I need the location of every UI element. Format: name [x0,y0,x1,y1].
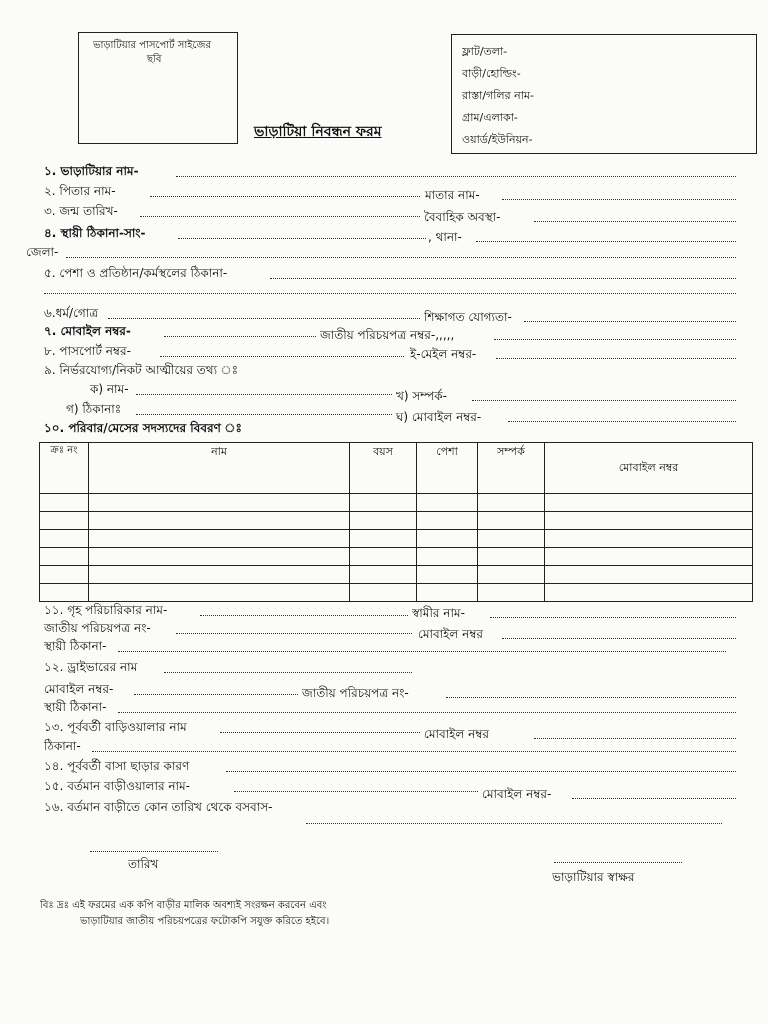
date-label: তারিখ [128,857,159,871]
field-relative-mobile: ঘ) মোবাইল নম্বর- [396,410,482,424]
table-row[interactable] [40,530,753,548]
field-father-name-line[interactable] [150,196,420,197]
field-prev-address-line[interactable] [92,751,736,752]
field-mobile-line[interactable] [164,336,316,337]
field-maid-mobile-line[interactable] [502,638,736,639]
field-driver-nid-line[interactable] [446,697,736,698]
field-nid: জাতীয় পরিচয়পত্র নম্বর-,,,,, [320,328,455,342]
field-driver-mobile: মোবাইল নম্বর- [44,682,114,696]
field-maid-mobile: মোবাইল নম্বর [418,627,484,641]
field-prev-landlord-mobile: মোবাইল নম্বর [424,727,490,741]
photo-box-label-2: ছবি [147,54,162,65]
photo-box-label: ভাড়াটিয়ার পাসপোর্ট সাইজের [93,40,211,51]
field-maid-nid-line[interactable] [176,633,412,634]
field-occupation-line[interactable] [270,278,736,279]
field-tenant-name: ১. ভাড়াটিয়ার নাম- [44,164,139,178]
signature-line[interactable] [554,862,682,863]
field-father-name: ২. পিতার নাম- [44,184,116,198]
col-relation: সম্পর্ক [478,443,545,494]
field-driver-name: ১২. ড্রাইভারের নাম [44,660,138,674]
field-passport-line[interactable] [160,356,404,357]
note-line-1: বিঃ দ্রঃ এই ফরমের এক কপি বাড়ীর মালিক অবশ্যই সংরক্ষন করবেন এবং [40,900,327,911]
col-serial: ক্রঃ নং [40,443,89,494]
field-email-line[interactable] [496,358,736,359]
field-mother-name-line[interactable] [502,199,736,200]
field-relative-name: ক) নাম- [90,382,129,396]
field-education: শিক্ষাগত যোগ্যতা- [424,310,512,324]
field-prev-landlord-mobile-line[interactable] [534,738,736,739]
field-maid-nid: জাতীয় পরিচয়পত্র নং- [44,621,151,635]
field-thana: , থানা- [428,230,462,244]
field-relative-address: গ) ঠিকানাঃ [66,402,122,416]
field-current-landlord-mobile-line[interactable] [572,798,736,799]
field-family-members: ১০. পরিবার/মেসের সদস্যদের বিবরণ ঃ [44,421,242,435]
field-current-landlord-line[interactable] [234,791,478,792]
note-line-2: ভাড়াটিয়ার জাতীয় পরিচয়পত্রের ফটোকপি সযুক্ত করিতে হইবে। [80,916,330,927]
field-maid-name: ১১. গৃহ পরিচারিকার নাম- [44,603,168,617]
field-mobile: ৭. মোবাইল নম্বর- [44,324,131,338]
field-residence-since: ১৬. বর্তমান বাড়ীতে কোন তারিখ থেকে বসবাস- [44,800,273,814]
field-tenant-name-line[interactable] [176,176,736,177]
address-holding: বাড়ী/হোল্ডিং- [462,67,521,80]
field-prev-landlord: ১৩. পূর্ববর্তী বাড়িওয়ালার নাম [44,720,187,734]
field-leaving-reason: ১৪. পূর্ববর্তী বাসা ছাড়ার কারণ [44,759,190,773]
field-mother-name: মাতার নাম- [425,188,480,202]
field-driver-address: স্থায়ী ঠিকানা- [44,700,107,714]
field-driver-nid: জাতীয় পরিচয়পত্র নং- [302,686,409,700]
photo-box [78,32,238,144]
address-ward: ওয়ার্ড/ইউনিয়ন- [462,133,533,146]
field-maid-address-line[interactable] [118,651,726,652]
table-row[interactable] [40,584,753,602]
address-road: রাস্তা/গলির নাম- [462,89,534,102]
field-permanent-address: ৪. স্থায়ী ঠিকানা-সাং- [44,226,146,240]
field-relative-relation-line[interactable] [472,400,736,401]
field-maid-name-line[interactable] [200,615,408,616]
field-marital-status-line[interactable] [534,221,736,222]
field-district: জেলা- [26,245,59,259]
field-driver-address-line[interactable] [118,712,736,713]
form-title: ভাড়াটিয়া নিবন্ধন ফরম [254,124,382,140]
field-relative-relation: খ) সম্পর্ক- [396,389,447,403]
address-village: গ্রাম/এলাকা- [462,111,518,124]
field-thana-line[interactable] [476,241,736,242]
members-table [39,442,753,602]
col-name: নাম [89,443,350,494]
field-prev-landlord-line[interactable] [220,732,420,733]
members-table-header [40,443,753,494]
field-district-line[interactable] [66,257,736,258]
table-row[interactable] [40,548,753,566]
table-row[interactable] [40,566,753,584]
field-residence-since-line[interactable] [306,823,722,824]
col-occupation: পেশা [417,443,478,494]
field-relative-info: ৯. নির্ভরযোগ্য/নিকট আত্মীয়ের তথ্য ঃ [44,363,239,377]
field-religion: ৬.ধর্ম/গোত্র [44,306,99,320]
field-nid-line[interactable] [494,339,736,340]
field-husband-name: স্বামীর নাম- [412,606,465,620]
field-relative-mobile-line[interactable] [508,421,736,422]
signature-label: ভাড়াটিয়ার স্বাক্ষর [552,870,635,884]
field-current-landlord-mobile: মোবাইল নম্বর- [482,787,552,801]
field-relative-address-line[interactable] [136,414,392,415]
field-leaving-reason-line[interactable] [226,771,736,772]
field-driver-name-line[interactable] [164,672,412,673]
date-line[interactable] [90,851,218,852]
field-driver-mobile-line[interactable] [134,694,298,695]
table-row[interactable] [40,512,753,530]
field-passport: ৮. পাসপোর্ট নম্বর- [44,344,131,358]
address-box [451,34,757,154]
table-row[interactable] [40,494,753,512]
field-email: ই-মেইল নম্বর- [410,347,477,361]
field-prev-address: ঠিকানা- [44,739,81,753]
field-husband-name-line[interactable] [490,617,736,618]
field-current-landlord: ১৫. বর্তমান বাড়ীওয়ালার নাম- [44,779,191,793]
field-religion-line[interactable] [108,318,420,319]
field-marital-status: বৈবাহিক অবস্থা- [424,210,501,224]
field-birth-date-line[interactable] [140,216,420,217]
field-relative-name-line[interactable] [136,394,392,395]
field-education-line[interactable] [524,321,736,322]
field-birth-date: ৩. জন্ম তারিখ- [44,204,118,218]
field-maid-address: স্থায়ী ঠিকানা- [44,639,107,653]
col-age: বয়স [350,443,417,494]
field-occupation-line-2[interactable] [44,293,736,294]
col-mobile: মোবাইল নম্বর [545,443,753,494]
field-occupation: ৫. পেশা ও প্রতিষ্ঠান/কর্মস্থলের ঠিকানা- [44,266,228,280]
address-flat: ফ্লাট/তলা- [462,45,508,58]
field-permanent-address-line[interactable] [178,238,426,239]
